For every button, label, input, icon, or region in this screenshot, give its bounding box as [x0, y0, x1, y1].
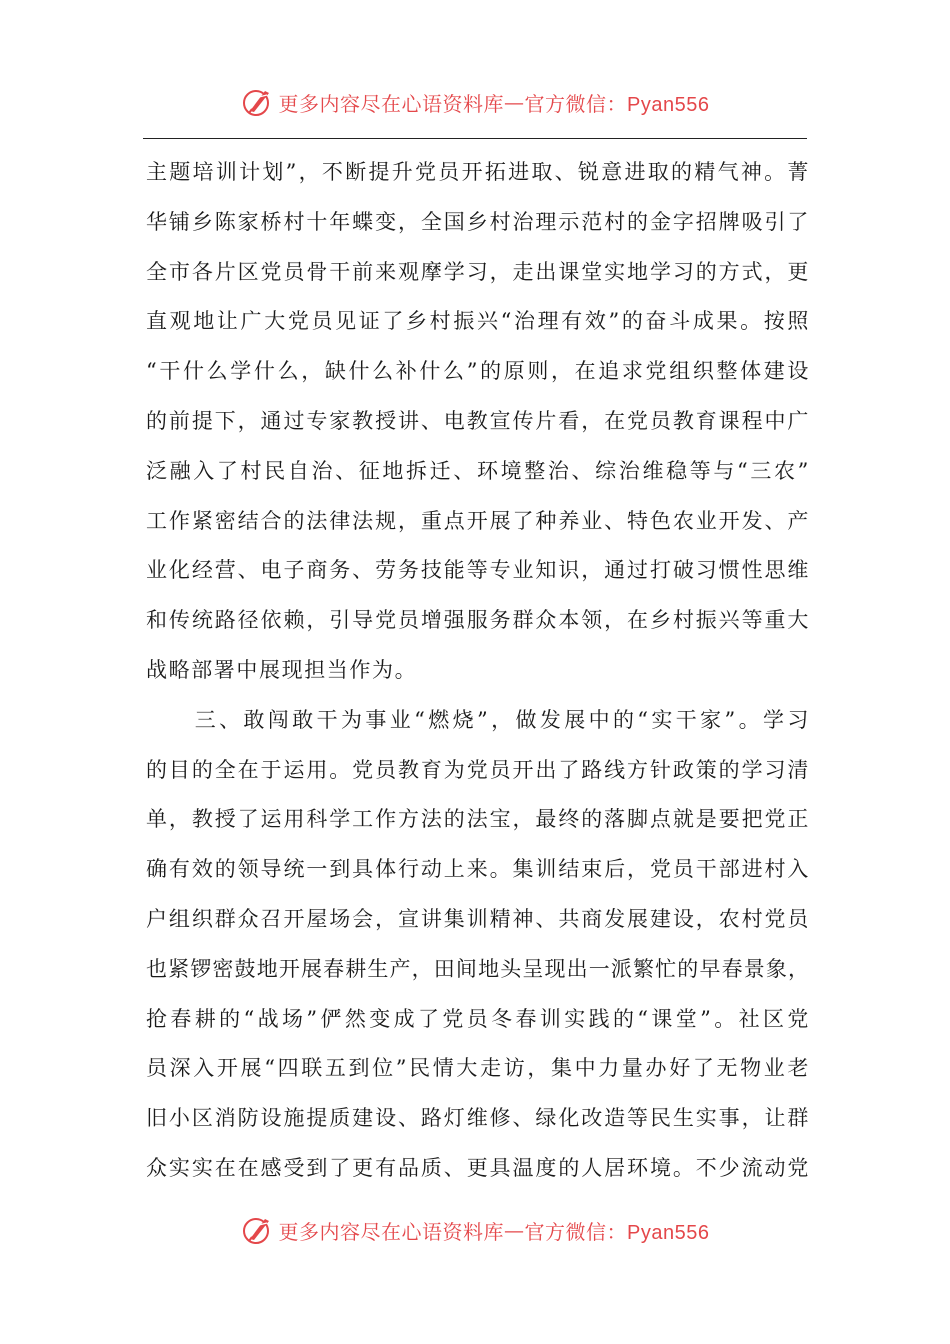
text-line: 众实实在在感受到了更有品质、更具温度的人居环境。不少流动党 [146, 1155, 810, 1180]
text-line: 工作紧密结合的法律法规，重点开展了种养业、特色农业开发、产 [146, 508, 810, 533]
document-body [146, 148, 810, 1194]
text-line: 的前提下，通过专家教授讲、电教宣传片看，在党员教育课程中广 [146, 408, 810, 433]
banner-wechat-text: 官方微信：Pyan556 [524, 1221, 710, 1244]
text-line: 的目的全在于运用。党员教育为党员开出了路线方针政策的学习清 [146, 757, 810, 782]
banner-dash: — [504, 90, 525, 114]
text-line: 主题培训计划”，不断提升党员开拓进取、锐意进取的精气神。菁 [146, 160, 810, 184]
text-line: 华铺乡陈家桥村十年蝶变，全国乡村治理示范村的金字招牌吸引了 [146, 209, 810, 234]
quill-pen-circle-icon [241, 1213, 275, 1247]
text-line: 三、敢闯敢干为事业“燃烧”，做发展中的“实干家”。学习 [146, 707, 810, 732]
banner-brand-text: 更多内容尽在心语资料库 [278, 1219, 505, 1244]
text-line: 战略部署中展现担当作为。 [146, 657, 418, 682]
text-line: 和传统路径依赖，引导党员增强服务群众本领，在乡村振兴等重大 [146, 608, 810, 633]
text-line: 泛融入了村民自治、征地拆迁、环境整治、综治维稳等与“三农” [146, 458, 810, 483]
header-banner [0, 80, 950, 124]
banner-wechat-text: 官方微信：Pyan556 [524, 93, 710, 116]
text-line: “干什么学什么，缺什么补什么”的原则，在追求党组织整体建设 [146, 359, 810, 384]
text-line: 也紧锣密鼓地开展春耕生产，田间地头呈现出一派繁忙的早春景象， [146, 956, 810, 981]
text-line: 抢春耕的“战场”俨然变成了党员冬春训实践的“课堂”。社区党 [146, 1006, 810, 1031]
quill-pen-circle-icon [241, 85, 275, 119]
text-line: 户组织群众召开屋场会，宣讲集训精神、共商发展建设，农村党员 [146, 906, 810, 931]
text-line: 旧小区消防设施提质建设、路灯维修、绿化改造等民生实事，让群 [146, 1106, 810, 1131]
text-line: 确有效的领导统一到具体行动上来。集训结束后，党员干部进村入 [146, 857, 810, 882]
text-line: 全市各片区党员骨干前来观摩学习，走出课堂实地学习的方式，更 [146, 259, 810, 284]
text-line: 业化经营、电子商务、劳务技能等专业知识，通过打破习惯性思维 [146, 558, 810, 583]
text-line: 直观地让广大党员见证了乡村振兴“治理有效”的奋斗成果。按照 [146, 309, 810, 334]
text-line: 员深入开展“四联五到位”民情大走访，集中力量办好了无物业老 [146, 1056, 810, 1081]
banner-brand-text: 更多内容尽在心语资料库 [278, 91, 505, 116]
text-line: 单，教授了运用科学工作方法的法宝，最终的落脚点就是要把党正 [146, 807, 810, 832]
banner-dash: — [504, 1218, 525, 1242]
header-rule [143, 138, 807, 139]
footer-banner [0, 1208, 950, 1252]
